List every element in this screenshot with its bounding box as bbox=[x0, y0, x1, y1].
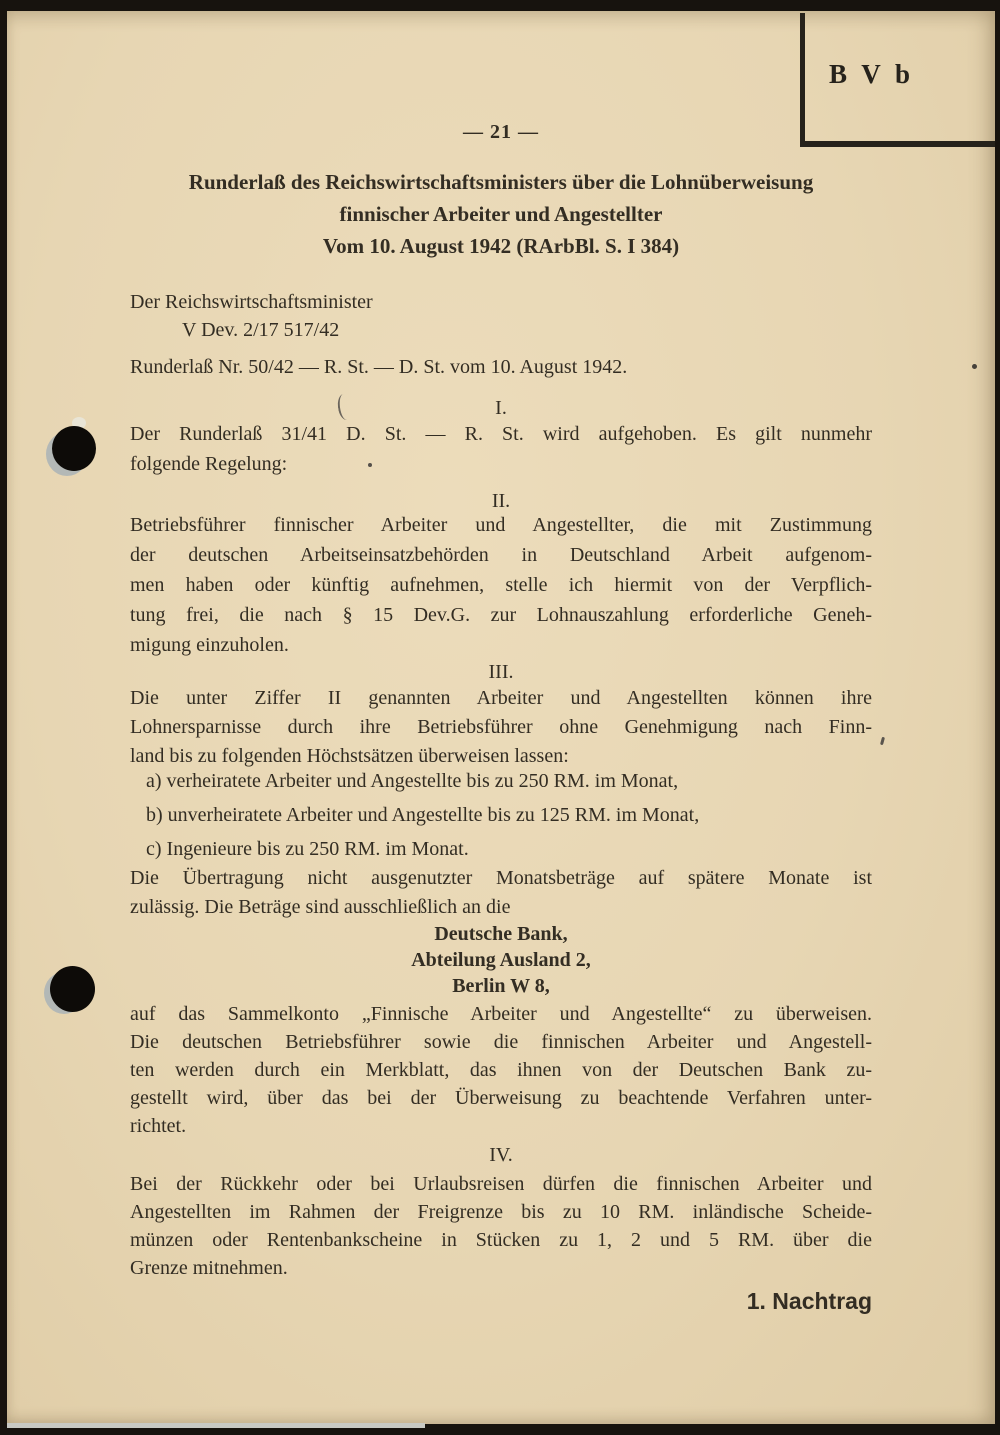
section-heading-1: I. bbox=[495, 397, 507, 419]
text-line: Betriebsführer finnischer Arbeiter und Angestellter, die mit Zustimmung bbox=[130, 514, 872, 536]
text-line: auf das Sammelkonto „Finnische Arbeiter und Angestellte“ zu überweisen. bbox=[130, 1003, 872, 1025]
document-title bbox=[130, 166, 872, 262]
text-line: men haben oder künftig aufnehmen, stelle ich hiermit von der Verpflich- bbox=[130, 574, 872, 596]
text-line: ten werden durch ein Merkblatt, das ihnen von der Deutschen Bank zu- bbox=[130, 1059, 872, 1081]
punch-hole-bottom bbox=[50, 966, 95, 1012]
text-line: migung einzuholen. bbox=[130, 634, 289, 656]
section-4-paragraph bbox=[130, 1170, 872, 1282]
text-line: münzen oder Rentenbankscheine in Stücken zu 1, 2 und 5 RM. über die bbox=[130, 1229, 872, 1251]
text-line: Vom 10. August 1942 (RArbBl. S. I 384) bbox=[322, 234, 680, 258]
decree-number-line: Runderlaß Nr. 50/42 — R. St. — D. St. vom 10. August 1942. bbox=[130, 356, 628, 378]
section-3-paragraph bbox=[130, 684, 872, 771]
text-line: c) Ingenieure bis zu 250 RM. im Monat. bbox=[146, 838, 469, 860]
bank-address-block bbox=[130, 921, 872, 999]
text-line: Grenze mitnehmen. bbox=[130, 1257, 288, 1279]
section-1-paragraph bbox=[130, 419, 872, 479]
section-heading-3: III. bbox=[488, 661, 514, 683]
text-line: b) unverheiratete Arbeiter und Angestellte bis zu 125 RM. im Monat, bbox=[146, 804, 700, 826]
text-line: Berlin W 8, bbox=[452, 975, 550, 997]
text-line: der deutschen Arbeitseinsatzbehörden in Deutschland Arbeit aufgenom- bbox=[130, 544, 872, 566]
text-line: Abteilung Ausland 2, bbox=[411, 949, 591, 971]
supplement-label: 1. Nachtrag bbox=[746, 1288, 872, 1314]
text-line: Die Übertragung nicht ausgenutzter Monatsbeträge auf spätere Monate ist bbox=[130, 867, 872, 889]
text-line: land bis zu folgenden Höchstsätzen überweisen lassen: bbox=[130, 745, 569, 767]
section-heading-2: II. bbox=[491, 490, 511, 512]
text-line: Der Runderlaß 31/41 D. St. — R. St. wird aufgehoben. Es gilt nunmehr bbox=[130, 423, 872, 445]
text-line: gestellt wird, über das bei der Überweisung zu beachtende Verfahren unter- bbox=[130, 1087, 872, 1109]
text-line: Bei der Rückkehr oder bei Urlaubsreisen dürfen die finnischen Arbeiter und bbox=[130, 1173, 872, 1195]
text-line: Die unter Ziffer II genannten Arbeiter und Angestellten können ihre bbox=[130, 687, 872, 709]
scan-speck bbox=[368, 463, 372, 467]
section-heading-4: IV. bbox=[489, 1144, 513, 1166]
punch-hole-top bbox=[52, 426, 96, 471]
paper-sheet bbox=[7, 11, 995, 1424]
transfer-paragraph bbox=[130, 864, 872, 922]
section-3-closing-paragraph bbox=[130, 1000, 872, 1140]
page-bottom-edge bbox=[7, 1423, 425, 1428]
allowance-list bbox=[130, 764, 872, 866]
text-line: folgende Regelung: bbox=[130, 453, 288, 475]
issuer-line: Der Reichswirtschaftsminister bbox=[130, 291, 373, 313]
text-line: richtet. bbox=[130, 1115, 187, 1137]
scan-speck bbox=[972, 364, 977, 369]
text-line: finnischer Arbeiter und Angestellter bbox=[339, 202, 663, 226]
text-line: Die deutschen Betriebsführer sowie die finnischen Arbeiter und Angestell- bbox=[130, 1031, 872, 1053]
text-line: Lohnersparnisse durch ihre Betriebsführer ohne Genehmigung nach Finn- bbox=[130, 716, 872, 738]
classification-label: B V b bbox=[829, 59, 915, 89]
text-line: a) verheiratete Arbeiter und Angestellte bis zu 250 RM. im Monat, bbox=[146, 770, 679, 792]
text-line: Angestellten im Rahmen der Freigrenze bis zu 10 RM. inländische Scheide- bbox=[130, 1201, 872, 1223]
page-number: — 21 — bbox=[463, 121, 539, 143]
text-line: zulässig. Die Beträge sind ausschließlich an die bbox=[130, 896, 511, 918]
section-2-paragraph bbox=[130, 510, 872, 660]
file-reference: V Dev. 2/17 517/42 bbox=[182, 319, 340, 341]
text-line: tung frei, die nach § 15 Dev.G. zur Lohnauszahlung erforderliche Geneh- bbox=[130, 604, 872, 626]
text-line: Deutsche Bank, bbox=[434, 923, 568, 945]
text-line: Runderlaß des Reichswirtschaftsministers über die Lohnüberweisung bbox=[188, 170, 814, 194]
